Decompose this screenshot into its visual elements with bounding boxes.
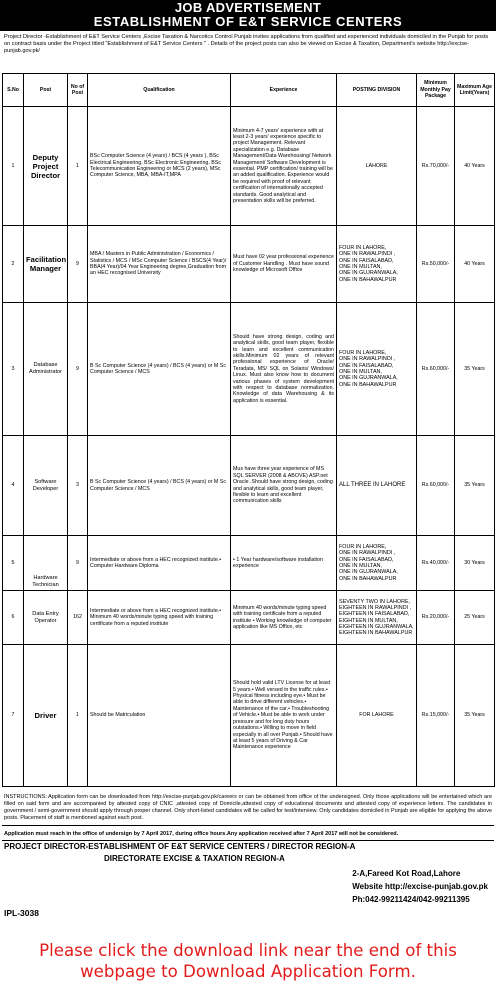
division-line: ONE IN GUJRANWALA, <box>339 375 398 382</box>
row-pay: Rs.60,000/- <box>417 303 455 436</box>
office-address: 2-A,Fareed Kot Road,Lahore <box>352 869 461 878</box>
row-age: 30 Years <box>455 536 495 591</box>
table-row <box>3 436 495 536</box>
advertisement-header <box>0 0 496 31</box>
division-line: ONE IN MULTAN, <box>339 264 382 270</box>
website-text: Website http://excise-punjab.gov.pk <box>352 882 488 891</box>
row-sno: 7 <box>3 645 24 787</box>
row-num: 3 <box>68 436 88 536</box>
phone-text: Ph:042-99211424/042-99211395 <box>352 895 470 904</box>
division-line: ONE IN FAISALABAD, <box>339 362 394 369</box>
division-line: ONE IN BAHAWALPUR <box>339 575 397 582</box>
table-header-row <box>3 74 495 107</box>
row-sno: 4 <box>3 436 24 536</box>
instructions-paragraph: INSTRUCTIONS: Application form can be downloaded from http://excise-punjab.gov.pk/careers or can be obtained from office of the undersigned. Only those applications will be entertained which are filled on said form and are accompanied by attested copy of CNIC ,attested copy of Domicile,attested copy of educational documents and attested copy of experience letters. The candidates in government / semi-government should apply through proper channel. Only short-listed candidates will be called for test/interview. Only candidates domiciled in Punjab are eligible for applying the above posts. Placement of staff is mentioned against each post. <box>2 791 494 826</box>
col-header-division: POSTING DIVISION <box>337 74 417 107</box>
row-post: Facilitation Manager <box>24 226 68 303</box>
row-experience: • 1 Year hardware/software installation experience <box>231 536 337 591</box>
table-row <box>3 645 495 787</box>
division-line: ONE IN FAISALABAD, <box>339 556 394 563</box>
contact-block <box>352 867 488 906</box>
row-sno: 1 <box>3 107 24 226</box>
col-header-post: Post <box>24 74 68 107</box>
row-pay: Rs.60,000/- <box>417 436 455 536</box>
row-division: LAHORE <box>337 107 417 226</box>
division-line: ONE IN BAHAWALPUR <box>339 381 397 388</box>
row-division <box>337 303 417 436</box>
row-sno: 5 <box>3 536 24 591</box>
row-age: 35 Years <box>455 645 495 787</box>
issuer-title: PROJECT DIRECTOR-ESTABLISHMENT OF E&T SERVICE CENTERS / DIRECTOR REGION-A <box>4 842 356 851</box>
division-line: ONE IN BAHAWALPUR <box>339 276 397 283</box>
row-division <box>337 536 417 591</box>
division-line: ONE IN GUJRANWALA, <box>339 270 398 277</box>
row-num: 9 <box>68 536 88 591</box>
division-line: ONE IN GUJRANWALA, <box>339 569 398 576</box>
row-post: Deputy Project Director <box>24 107 68 226</box>
table-row <box>3 226 495 303</box>
row-num: 162 <box>68 591 88 645</box>
row-experience: Mus have three year experience of MS SQL SERVER (2008 & ABOVE) ASP.net Oracle .Should have strong design, coding and analytical skills, good team player, flexible to learn and excellent communication skills <box>231 436 337 536</box>
row-experience: Minimum 4-7 years' experience with at least 2-3 years' experience specific to project Management. Relevant specialization e.g. Database Management/Data Warehousing/ Network Management/ Software Development is essential. PMP certification/ training will be an added qualification. Experience would be required with proof of relevant certification of internationally accepted standards. Good analytical and presentation skills will be preferred. <box>231 107 337 226</box>
row-qualification: Should be Matriculation <box>88 645 231 787</box>
row-qualification: B Sc Computer Science (4 years) / BCS (4 years) or M Sc Computer Science / MCS <box>88 436 231 536</box>
download-notice-line-2: webpage to Download Application Form. <box>80 962 416 981</box>
header-title: JOB ADVERTISEMENT <box>174 0 322 15</box>
division-line: ONE IN MULTAN, <box>339 369 382 375</box>
division-line: ONE IN MULTAN, <box>339 563 382 569</box>
division-line: ONE IN RAWALPINDI , <box>339 356 396 363</box>
row-experience: Minimum 40 words/minute typing speed with training certificate from a reputed institute • Working knowledge of computer application like MS Office, etc <box>231 591 337 645</box>
row-age: 40 Years <box>455 107 495 226</box>
row-pay: Rs.50,000/- <box>417 226 455 303</box>
issuer-directorate: DIRECTORATE EXCISE & TAXATION REGION-A <box>104 854 285 863</box>
row-age: 25 Years <box>455 591 495 645</box>
row-division <box>337 591 417 645</box>
row-num: 1 <box>68 645 88 787</box>
row-sno: 6 <box>3 591 24 645</box>
row-post: Data Entry Operator <box>24 591 68 645</box>
division-line: EIGHTEEN IN MULTAN, <box>339 617 398 624</box>
row-age: 35 Years <box>455 436 495 536</box>
division-line: FOUR IN LAHORE, <box>339 245 387 252</box>
table-row <box>3 107 495 226</box>
row-qualification: MBA / Masters in Public Administration / Economics / Statistics / MCS / MSc Computer Science / BSCS(4 Year)/ BBA(4 Year)/04 Year Engineering degree,Graduation from an HEC recognised University <box>88 226 231 303</box>
row-qualification: Intermediate or above from a HEC recognized institute.• Minimum 40 words/minute typing speed with training certificate from a reputed institute <box>88 591 231 645</box>
table-row <box>3 536 495 591</box>
col-header-qualification: Qualification <box>88 74 231 107</box>
row-qualification: Intermediate or above from a HEC recognized institute.• Computer Hardware Diploma <box>88 536 231 591</box>
table-row <box>3 303 495 436</box>
division-line: ONE IN RAWALPINDI , <box>339 550 396 557</box>
download-notice-line-1: Please click the download link near the end of this <box>39 941 457 960</box>
row-qualification: B Sc Computer Science (4 years) / BCS (4 years) or M Sc Computer Science / MCS <box>88 303 231 436</box>
ad-code: IPL-3038 <box>4 908 39 918</box>
col-header-age: Maximum Age Limit(Years) <box>455 74 495 107</box>
row-age: 40 Years <box>455 226 495 303</box>
division-line: SEVENTY TWO IN LAHORE, <box>339 598 411 605</box>
row-experience: Must have 02 year professional experience of Customer Handling . Must have sound knowledge of Microsoft Office <box>231 226 337 303</box>
row-post: Software Developer <box>24 436 68 536</box>
header-subtitle: ESTABLISHMENT OF E&T SERVICE CENTERS <box>93 14 403 29</box>
division-line: EIGHTEEN IN GUJRANWALA, <box>339 623 414 630</box>
row-division: ALL THREE IN LAHORE <box>337 436 417 536</box>
row-experience: Should have strong design, coding and analytical skills, good team player, flexible to learn and excellent communication skills.Minimum 02 years of relevant professional experience of Oracle/ Teradata, MS/ SQL on Solaris/ Windows/ Linux. Must also know how to document various phases of system development with respect to database normalization. Knowledge of data Warehousing & its application is essential. <box>231 303 337 436</box>
division-line: EIGHTEEN IN RAWALPINDI , <box>339 604 412 611</box>
row-division: FOR LAHORE <box>337 645 417 787</box>
division-line: ONE IN RAWALPINDI , <box>339 251 396 258</box>
row-qualification: BSc Computer Science (4 years) / BCS (4 years ), BSc Electrical Engineering, BSc Electronic Engineering, BSc Telecommunication Engineering or MCS (2 years), MSc Computer Science, MBA, MBA-IT,MPA <box>88 107 231 226</box>
col-header-pay: Minimum Monthly Pay Package <box>417 74 455 107</box>
division-line: EIGHTEEN IN FAISALABAD, <box>339 611 410 618</box>
division-line: ONE IN FAISALABAD, <box>339 257 394 264</box>
advertisement-footer <box>4 842 492 922</box>
row-post: Hardware Technician <box>24 536 68 591</box>
row-pay: Rs.40,000/- <box>417 536 455 591</box>
col-header-num: No of Post <box>68 74 88 107</box>
col-header-experience: Experience <box>231 74 337 107</box>
row-post: Database Administrator <box>24 303 68 436</box>
download-notice-banner <box>0 940 496 982</box>
row-division <box>337 226 417 303</box>
table-row <box>3 591 495 645</box>
jobs-table <box>2 73 495 787</box>
division-line: FOUR IN LAHORE, <box>339 350 387 357</box>
intro-paragraph: Project Director -Establishment of E&T Service Centers ,Excise Taxation & Narcotics Control Punjab invites applications from qualified and experienced individuals domiciled in the Punjab for posts on contract basis under the Project titled "Establishment of E&T Service Centers " . Details of the project posts can also be viewed on Excise & Taxation, Department's website http://excise-punjab.gov.pk/ <box>4 34 489 54</box>
row-experience: Should hold valid LTV License for at least 5 years.• Well versed in the traffic rules.• Physical fitness including eye.• Must be able to drive different vehicles.• Maintenance of the car.• Troubleshooting of Vehicle.• Must be able to work under pressure and for long duty hours outstations.• Willing to move in field especially in all over Punjab.• Should have at least 5 years of Driving & Car Maintenance experience <box>231 645 337 787</box>
col-header-sno: S.No <box>3 74 24 107</box>
row-sno: 3 <box>3 303 24 436</box>
row-num: 9 <box>68 226 88 303</box>
row-sno: 2 <box>3 226 24 303</box>
row-age: 35 Years <box>455 303 495 436</box>
row-num: 1 <box>68 107 88 226</box>
row-pay: Rs.15,000/- <box>417 645 455 787</box>
deadline-notice: Application must reach in the office of undersign by 7 April 2017, during office hours.Any application received after 7 April 2017 will not be considered. <box>2 829 494 841</box>
division-line: FOUR IN LAHORE, <box>339 544 387 551</box>
row-post: Driver <box>24 645 68 787</box>
division-line: EIGHTEEN IN BAHAWALPUR <box>339 630 413 637</box>
row-pay: Rs.20,000/- <box>417 591 455 645</box>
row-num: 9 <box>68 303 88 436</box>
row-pay: Rs.70,000/- <box>417 107 455 226</box>
